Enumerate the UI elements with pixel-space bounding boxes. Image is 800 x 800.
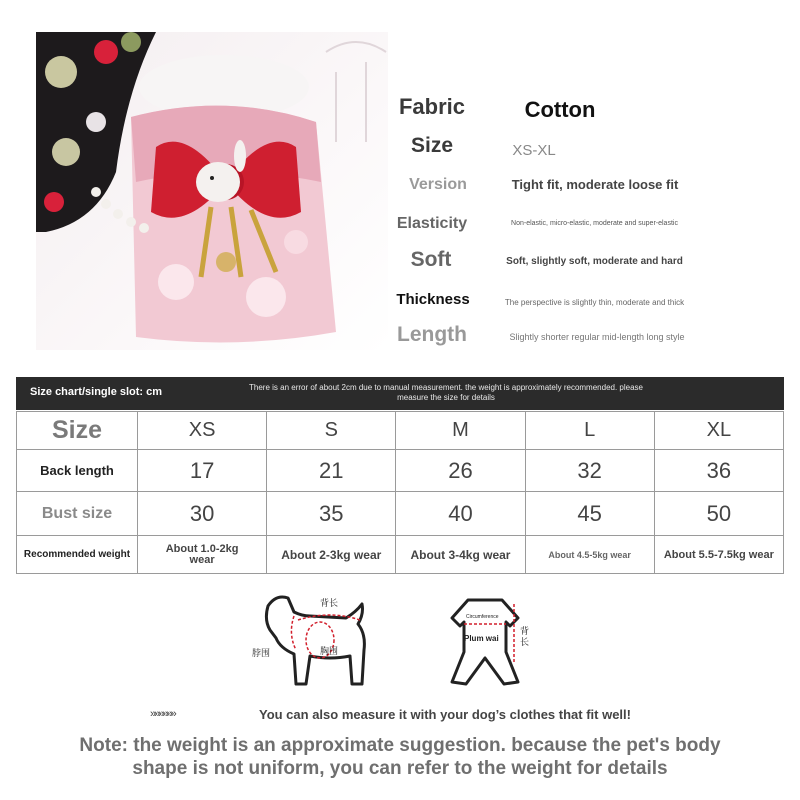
- shirt-back-length-label: 背长: [520, 626, 530, 647]
- size-chart-table: [16, 411, 784, 574]
- dog-neck-label: 脖围: [252, 648, 271, 658]
- value-cell: 30: [138, 492, 267, 536]
- value-cell: 17: [138, 450, 267, 492]
- product-photo: [36, 32, 388, 350]
- size-chart-title: Size chart/single slot: cm: [30, 386, 163, 398]
- table-row: [17, 412, 784, 450]
- value-cell: 21: [267, 450, 396, 492]
- value-cell: 45: [525, 492, 654, 536]
- size-cell: XS: [138, 412, 267, 450]
- value-cell: 36: [654, 450, 783, 492]
- spec-label-version: Version: [409, 176, 467, 193]
- spec-value-size: XS-XL: [512, 142, 556, 159]
- size-cell: L: [525, 412, 654, 450]
- spec-value-soft: Soft, slightly soft, moderate and hard: [506, 256, 683, 267]
- weight-cell: About 2-3kg wear: [267, 536, 396, 574]
- bust-size-label: Bust size: [17, 492, 138, 536]
- back-length-label: Back length: [17, 450, 138, 492]
- shirt-plum-wai-label: Plum wai: [464, 634, 499, 643]
- value-cell: 35: [267, 492, 396, 536]
- spec-label-size: Size: [410, 134, 454, 157]
- table-row: [17, 450, 784, 492]
- note-line-2: shape is not uniform, you can refer to the weight for details: [132, 758, 668, 779]
- shirt-measurement-diagram: [440, 596, 540, 688]
- spec-value-version: Tight fit, moderate loose fit: [511, 177, 679, 192]
- table-row: [17, 492, 784, 536]
- weight-cell: About 4.5-5kg wear: [525, 536, 654, 574]
- weight-cell: About 1.0-2kg wear: [138, 536, 267, 574]
- weight-cell: About 3-4kg wear: [396, 536, 525, 574]
- note-line-1: Note: the weight is an approximate suggestion. because the pet's body: [79, 735, 721, 756]
- spec-label-soft: Soft: [410, 248, 452, 271]
- size-cell: XL: [654, 412, 783, 450]
- measure-hint: You can also measure it with your dog’s clothes that fit well!: [258, 707, 631, 722]
- size-header-cell: Size: [17, 412, 138, 450]
- arrows-icon: »»»»»»: [150, 708, 175, 720]
- spec-value-fabric: Cotton: [524, 97, 596, 122]
- size-cell: S: [267, 412, 396, 450]
- value-cell: 32: [525, 450, 654, 492]
- size-chart-header: [16, 377, 784, 410]
- dog-back-length-label: 背长: [320, 598, 339, 608]
- value-cell: 40: [396, 492, 525, 536]
- spec-label-thickness: Thickness: [396, 291, 470, 308]
- weight-cell: About 5.5-7.5kg wear: [654, 536, 783, 574]
- value-cell: 50: [654, 492, 783, 536]
- spec-value-elasticity: Non-elastic, micro-elastic, moderate and super-elastic: [511, 220, 678, 227]
- spec-label-elasticity: Elasticity: [396, 215, 468, 232]
- spec-value-thickness: The perspective is slightly thin, moderate and thick: [504, 298, 685, 307]
- size-cell: M: [396, 412, 525, 450]
- size-chart-note: There is an error of about 2cm due to manual measurement. the weight is approximately recommended. please measure the size for details: [249, 383, 643, 402]
- value-cell: 26: [396, 450, 525, 492]
- product-illustration: [36, 32, 388, 350]
- dog-chest-label: 胸围: [320, 646, 339, 656]
- dog-measurement-diagram: [250, 590, 375, 690]
- spec-value-length: Slightly shorter regular mid-length long style: [509, 332, 685, 342]
- spec-label-length: Length: [397, 323, 467, 346]
- shirt-circumference-label: Circumference: [466, 614, 499, 620]
- table-row: [17, 536, 784, 574]
- dog-outline-icon: [250, 590, 375, 690]
- recommended-weight-label: Recommended weight: [17, 536, 138, 574]
- spec-label-fabric: Fabric: [398, 94, 466, 119]
